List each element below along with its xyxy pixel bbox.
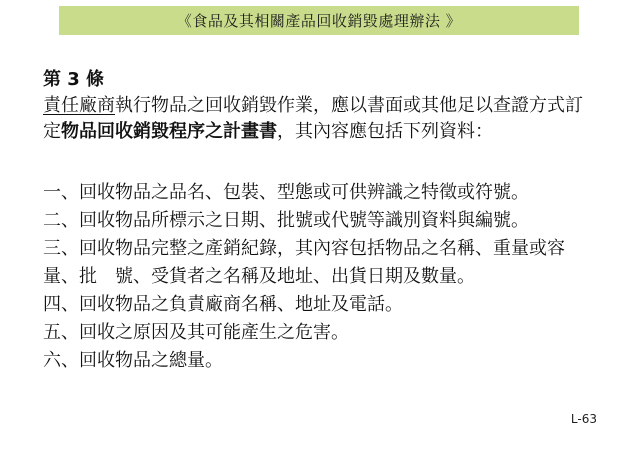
intro-line-1 — [43, 93, 613, 119]
list-item: 六、回收物品之總量。 — [43, 350, 223, 371]
article-heading: 第 3 條 — [43, 69, 105, 90]
list-item: 二、回收物品所標示之日期、批號或代號等識別資料與編號。 — [43, 210, 529, 231]
list-item: 五、回收之原因及其可能產生之危害。 — [43, 322, 349, 343]
plan-term: 物品回收銷毀程序之計畫書 — [61, 121, 277, 142]
list-item: 四、回收物品之負責廠商名稱、地址及電話。 — [43, 294, 403, 315]
page-number: L-63 — [570, 412, 597, 426]
list-item: 一、回收物品之品名、包裝、型態或可供辨識之特徵或符號。 — [43, 182, 529, 203]
list-item-continuation: 量、批 號、受貨者之名稱及地址、出貨日期及數量。 — [43, 266, 475, 287]
intro-line-1-text: 執行物品之回收銷毀作業，應以書面或其他足以查證方式訂 — [115, 95, 583, 116]
title-banner — [59, 6, 579, 35]
intro-line-2-start: 定 — [43, 121, 61, 142]
document-title: 《食品及其相關產品回收銷毀處理辦法 》 — [176, 12, 462, 30]
intro-line-2-text: ，其內容應包括下列資料： — [277, 121, 493, 142]
spacer — [43, 145, 613, 179]
responsible-party-term: 責任廠商 — [43, 95, 115, 116]
intro-line-2 — [43, 119, 613, 145]
article-body — [43, 66, 613, 375]
list-item: 三、回收物品完整之產銷紀錄，其內容包括物品之名稱、重量或容 — [43, 238, 565, 259]
